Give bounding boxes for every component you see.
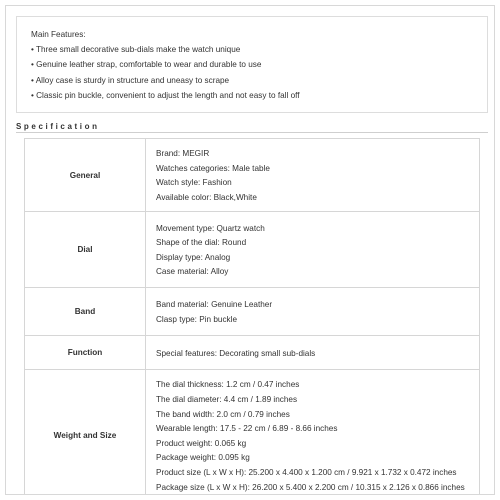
spec-value: Package size (L x W x H): 26.200 x 5.400 x 2.200 cm / 10.315 x 2.126 x 0.866 inches — [156, 482, 465, 492]
spec-value: Watch style: Fashion — [156, 178, 232, 188]
spec-value: The dial thickness: 1.2 cm / 0.47 inches — [156, 380, 300, 390]
spec-row-weight-and-size — [25, 370, 480, 495]
spec-row-function — [25, 336, 480, 370]
spec-value: The dial diameter: 4.4 cm / 1.89 inches — [156, 394, 298, 404]
spec-row-values — [146, 139, 480, 212]
main-features-box — [16, 16, 488, 113]
main-features-title: Main Features: — [31, 30, 86, 39]
spec-row-values — [146, 212, 480, 288]
spec-value: Movement type: Quartz watch — [156, 223, 265, 233]
spec-value: Shape of the dial: Round — [156, 238, 247, 248]
spec-value: Display type: Analog — [156, 252, 231, 262]
spec-row-values — [146, 370, 480, 495]
spec-value: Case material: Alloy — [156, 267, 229, 277]
spec-value: Watches categories: Male table — [156, 163, 270, 173]
specification-table — [24, 138, 480, 495]
spec-value: Wearable length: 17.5 - 22 cm / 6.89 - 8.66 inches — [156, 424, 338, 434]
feature-item: • Three small decorative sub-dials make the watch unique — [31, 45, 241, 55]
spec-value: Product weight: 0.065 kg — [156, 438, 247, 448]
spec-row-values — [146, 336, 480, 370]
spec-value: Clasp type: Pin buckle — [156, 314, 238, 324]
product-description-panel — [5, 5, 495, 495]
spec-row-dial — [25, 212, 480, 288]
spec-value: The band width: 2.0 cm / 0.79 inches — [156, 409, 290, 419]
specification-heading: Specification — [16, 122, 100, 131]
spec-row-values — [146, 288, 480, 336]
specification-divider — [16, 132, 488, 133]
spec-value: Band material: Genuine Leather — [156, 300, 273, 310]
spec-row-label: Dial — [25, 212, 146, 288]
spec-row-label: General — [25, 139, 146, 212]
spec-value: Product size (L x W x H): 25.200 x 4.400 x 1.200 cm / 9.921 x 1.732 x 0.472 inches — [156, 467, 457, 477]
feature-item: • Genuine leather strap, comfortable to wear and durable to use — [31, 60, 262, 70]
spec-value: Available color: Black,White — [156, 192, 257, 202]
spec-row-general — [25, 139, 480, 212]
spec-row-label: Band — [25, 288, 146, 336]
feature-item: • Classic pin buckle, convenient to adjust the length and not easy to fall off — [31, 90, 300, 100]
spec-row-label: Function — [25, 336, 146, 370]
feature-item: • Alloy case is sturdy in structure and uneasy to scrape — [31, 75, 230, 85]
spec-value: Special features: Decorating small sub-dials — [156, 348, 316, 358]
spec-row-label: Weight and Size — [25, 370, 146, 495]
spec-row-band — [25, 288, 480, 336]
spec-value: Package weight: 0.095 kg — [156, 453, 250, 463]
spec-value: Brand: MEGIR — [156, 149, 210, 158]
